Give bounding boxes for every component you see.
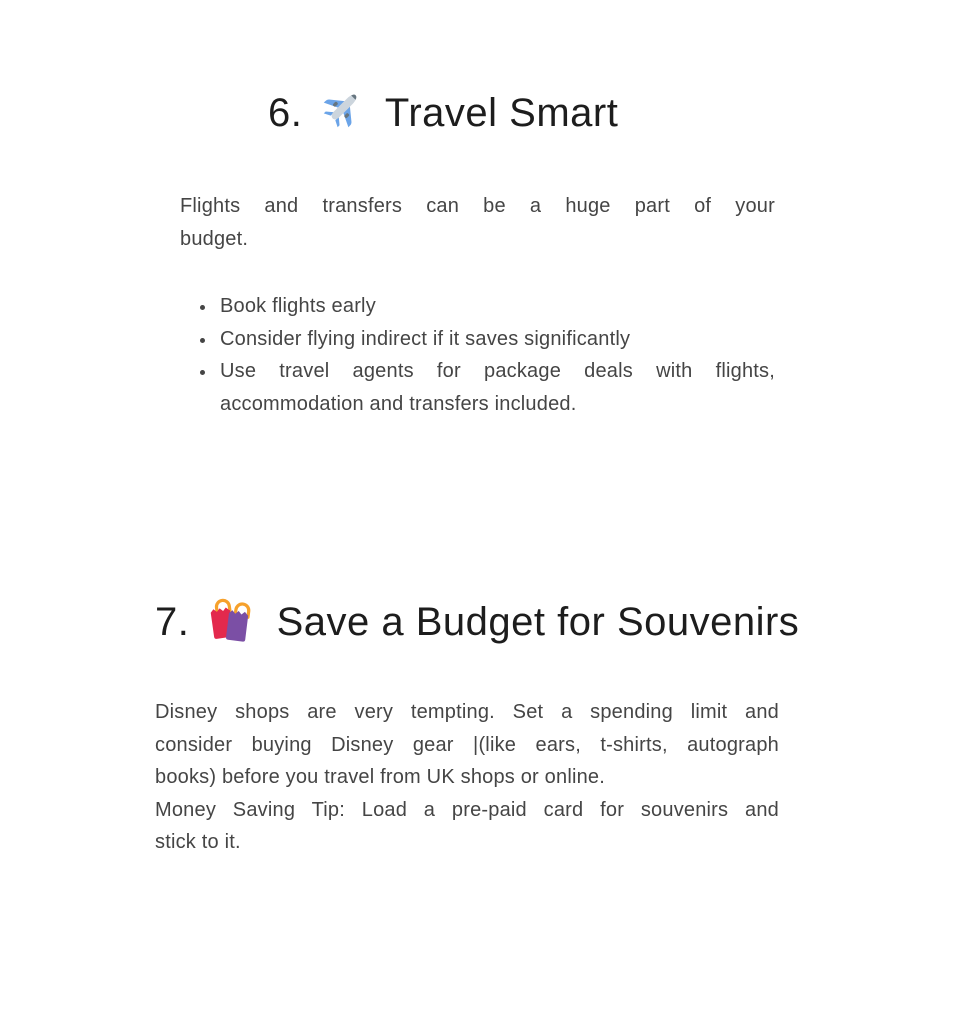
section-6-heading bbox=[268, 83, 618, 137]
bullet-dot bbox=[200, 370, 205, 375]
bullet-text bbox=[220, 355, 775, 420]
bullet-item bbox=[180, 355, 775, 420]
heading-number: 6. bbox=[268, 91, 303, 135]
text-line: budget. bbox=[180, 227, 249, 250]
text-line: books) before you travel from UK shops or online. bbox=[155, 766, 606, 788]
text-line: Money Saving Tip: Load a pre-paid card for souvenirs and bbox=[155, 798, 779, 821]
text-line: consider buying Disney gear |(like ears, t-shirts, autograph bbox=[155, 733, 779, 756]
text-line: accommodation and transfers included. bbox=[220, 392, 577, 415]
heading-number: 7. bbox=[155, 600, 190, 644]
bullet-dot bbox=[200, 338, 205, 343]
travel-intro-paragraph bbox=[180, 190, 775, 255]
bullet-dot bbox=[200, 305, 205, 310]
text-line: Book flights early bbox=[220, 295, 376, 317]
bullet-text bbox=[220, 323, 775, 356]
section-7-heading bbox=[155, 597, 799, 646]
text-line: stick to it. bbox=[155, 831, 241, 853]
text-line: Disney shops are very tempting. Set a spending limit and bbox=[155, 701, 779, 723]
bullet-item bbox=[180, 290, 775, 323]
heading-title: Save a Budget for Souvenirs bbox=[276, 600, 800, 644]
shopping-bags-icon bbox=[207, 597, 253, 643]
airplane-icon bbox=[318, 83, 368, 133]
text-line: Use travel agents for package deals with flights, bbox=[220, 360, 775, 382]
travel-bullet-list bbox=[180, 290, 775, 420]
heading-title: Travel Smart bbox=[384, 91, 619, 135]
text-line: Consider flying indirect if it saves significantly bbox=[220, 327, 631, 350]
text-line: Flights and transfers can be a huge part of your bbox=[180, 195, 775, 217]
bullet-text bbox=[220, 290, 775, 323]
bullet-item bbox=[180, 323, 775, 356]
souvenirs-paragraph bbox=[155, 696, 779, 859]
